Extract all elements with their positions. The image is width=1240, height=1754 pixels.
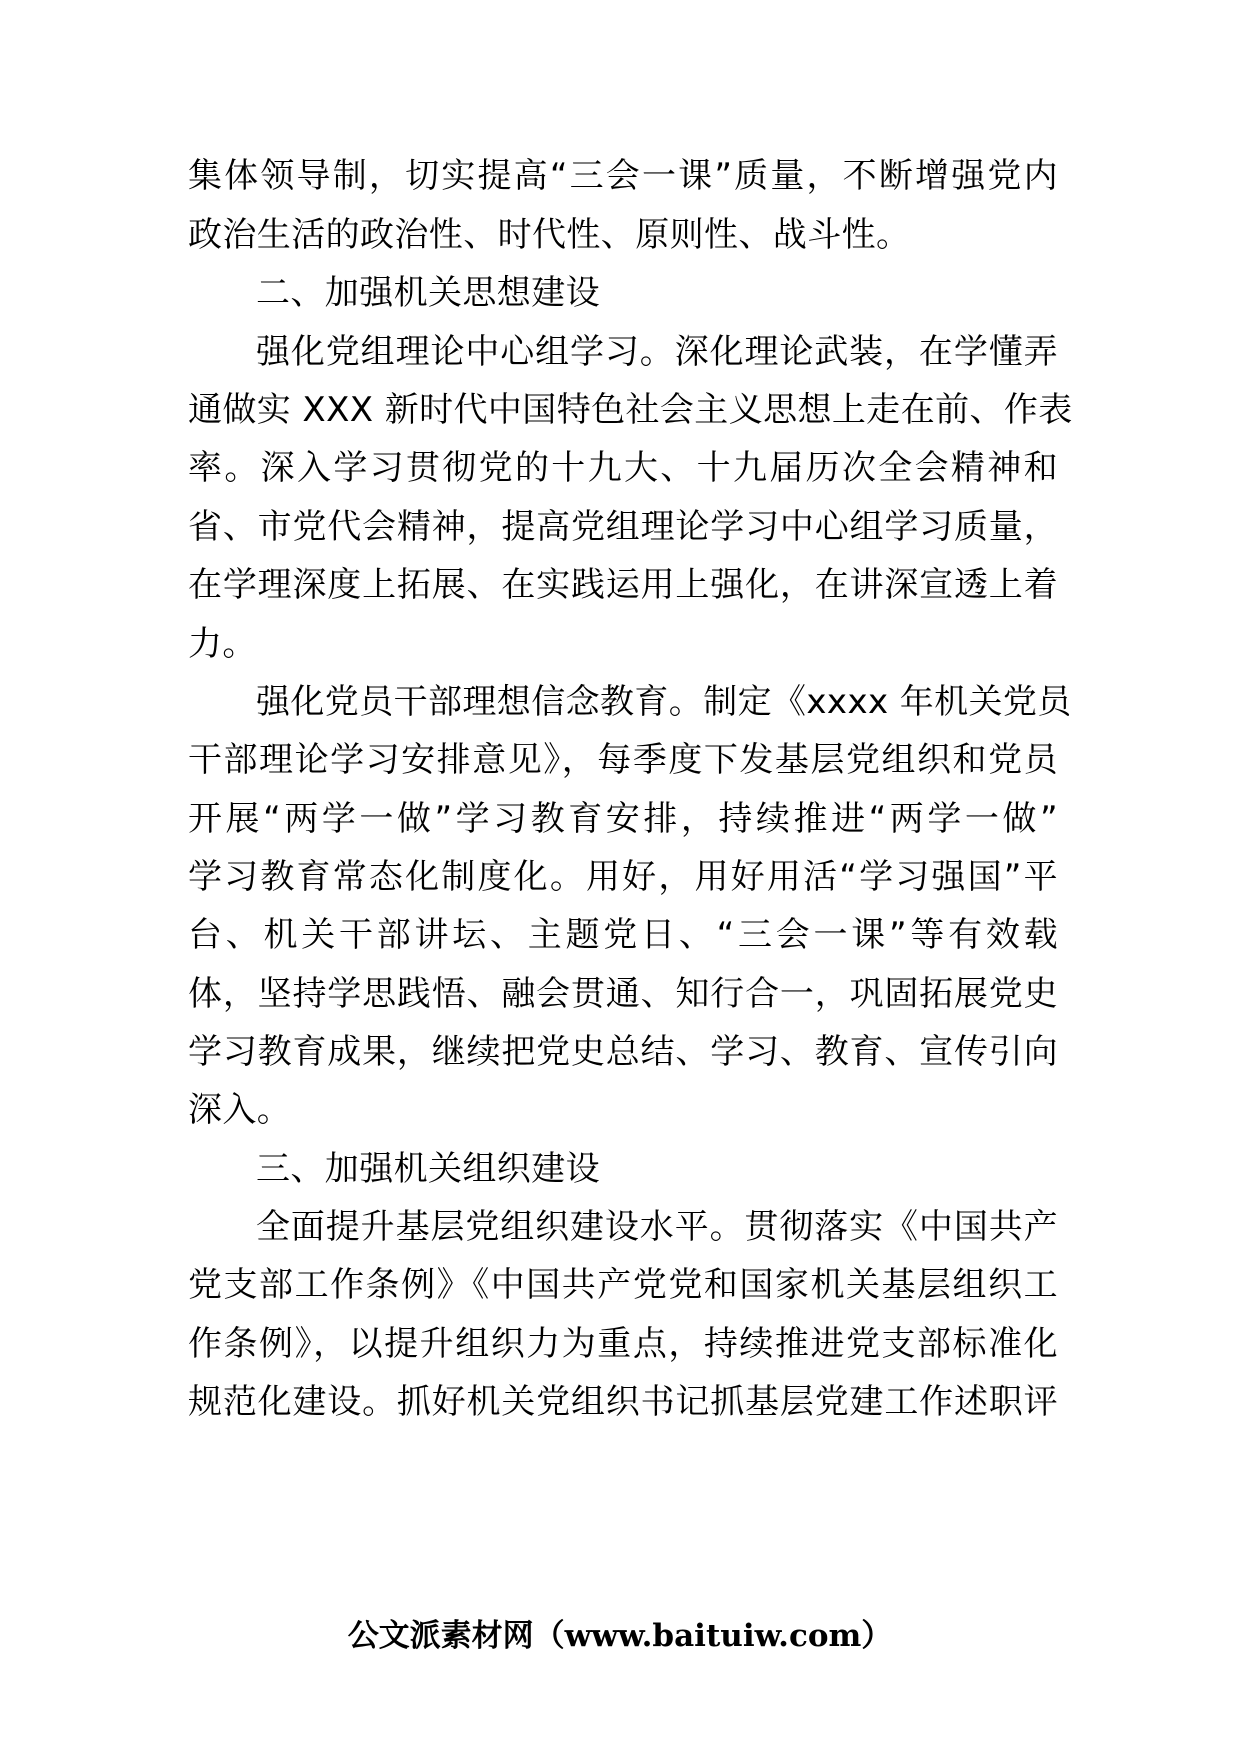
text-line: 集体领导制，切实提高“三会一课”质量，不断增强党内 (188, 156, 1058, 196)
text-line: 干部理论学习安排意见》，每季度下发基层党组织和党员 (188, 740, 1058, 780)
text-line: 在学理深度上拓展、在实践运用上强化，在讲深宣透上着 (188, 565, 1058, 605)
text-line: 台、机关干部讲坛、主题党日、“三会一课”等有效载 (188, 915, 1058, 955)
text-line: 强化党组理论中心组学习。深化理论武装，在学懂弄 (256, 332, 1058, 372)
text-line: 深入。 (188, 1090, 292, 1130)
text-line: 率。深入学习贯彻党的十九大、十九届历次全会精神和 (188, 448, 1058, 488)
text-line: 作条例》，以提升组织力为重点，持续推进党支部标准化 (188, 1324, 1058, 1364)
section-heading: 三、加强机关组织建设 (256, 1149, 600, 1189)
text-line: 力。 (188, 624, 257, 664)
text-line: 学习教育成果，继续把党史总结、学习、教育、宣传引向 (188, 1032, 1058, 1072)
text-line: 规范化建设。抓好机关党组织书记抓基层党建工作述职评 (188, 1382, 1058, 1422)
text-line: 学习教育常态化制度化。用好，用好用活“学习强国”平 (188, 857, 1058, 897)
text-line: 政治生活的政治性、时代性、原则性、战斗性。 (188, 215, 911, 255)
text-line: 通做实 XXX 新时代中国特色社会主义思想上走在前、作表 (188, 390, 1073, 430)
text-line: 党支部工作条例》《中国共产党党和国家机关基层组织工 (188, 1265, 1058, 1305)
text-line: 省、市党代会精神，提高党组理论学习中心组学习质量， (188, 507, 1058, 547)
text-line: 全面提升基层党组织建设水平。贯彻落实《中国共产 (256, 1207, 1058, 1247)
text-line: 体，坚持学思践悟、融会贯通、知行合一，巩固拓展党史 (188, 974, 1058, 1014)
section-heading: 二、加强机关思想建设 (256, 273, 600, 313)
footer-watermark: 公文派素材网（www.baituiw.com） (347, 1618, 893, 1654)
text-line: 强化党员干部理想信念教育。制定《xxxx 年机关党员 (256, 682, 1072, 722)
text-line: 开展“两学一做”学习教育安排，持续推进“两学一做” (188, 799, 1058, 839)
